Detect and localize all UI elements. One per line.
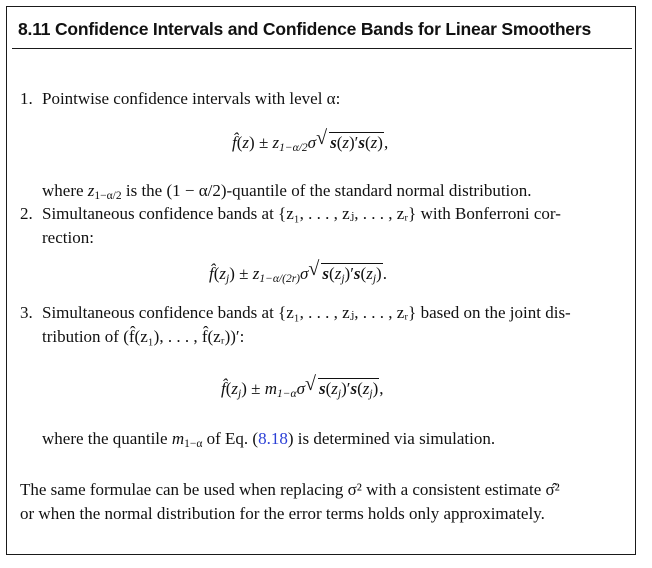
footer-line-1: The same formulae can be used when replacing σ² with a consistent estimate σ̂²	[20, 480, 560, 499]
formula-3: $f̂(z_j) \pm m_{1-\alpha}\sigma$ √ $s(z_j)'s(z_j)$,	[221, 373, 384, 400]
title-rule	[12, 48, 632, 49]
item-2-line2: rection:	[42, 228, 94, 247]
item-3-where: where the quantile $m_{1-\alpha}$ of Eq. (8.18) is determined via simulation.	[42, 429, 496, 450]
item-3-line1: Simultaneous confidence bands at {z₁, . . . , zⱼ, . . . , zᵣ} based on the joint dis-	[42, 303, 571, 322]
item-3-line2: tribution of (f̂(z₁), . . . , f̂(zᵣ))′:	[42, 327, 245, 346]
item-1-where: where $z_{1-\alpha/2}$ is the (1 − α/2)-quantile of the standard normal distribution.	[42, 181, 532, 202]
box-title: 8.11 Confidence Intervals and Confidence Bands for Linear Smoothers	[18, 19, 591, 39]
item-1-intro: Pointwise confidence intervals with level α:	[42, 89, 341, 108]
item-3-number: 3.	[20, 303, 33, 322]
item-2-line1: Simultaneous confidence bands at {z₁, . . . , zⱼ, . . . , zᵣ} with Bonferroni cor-	[42, 204, 561, 223]
formula-2: $f̂(z_j) \pm z_{1-\alpha/(2r)}\sigma$ √ $s(z_j)'s(z_j)$.	[209, 258, 387, 285]
equation-ref-link[interactable]: 8.18	[258, 429, 288, 448]
item-2-number: 2.	[20, 204, 33, 223]
item-1-number: 1.	[20, 89, 33, 108]
footer-line-2: or when the normal distribution for the error terms holds only approximately.	[20, 504, 545, 523]
formula-1: f̂(z) ± $z_{1-\alpha/2}\sigma$ √ s(z)′s(z),	[232, 127, 389, 154]
